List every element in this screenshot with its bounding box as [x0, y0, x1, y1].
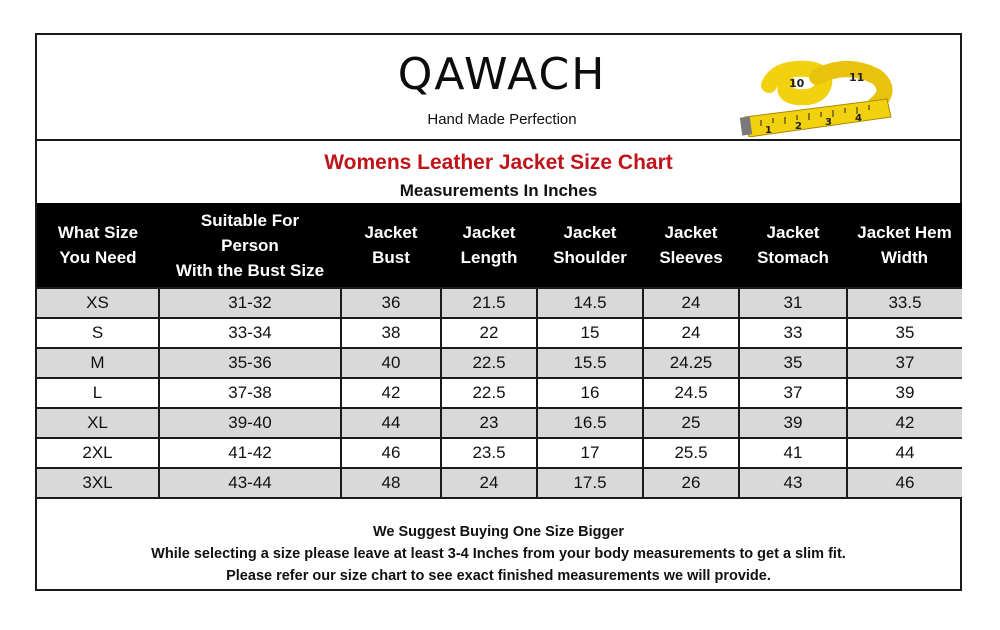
table-row: [37, 378, 962, 408]
table-cell: 24: [441, 468, 537, 498]
table-cell: 35: [739, 348, 847, 378]
column-header-line: Width: [880, 248, 929, 267]
table-row: [37, 288, 962, 318]
column-header: [739, 203, 847, 288]
table-cell: 15: [537, 318, 643, 348]
table-cell: 39: [847, 378, 962, 408]
column-header-line: Jacket: [462, 223, 516, 242]
tape-mark: 3: [825, 117, 832, 128]
table-cell: 33-34: [159, 318, 341, 348]
column-header-line: Jacket Bust: [364, 223, 418, 267]
measuring-tape-icon: [737, 47, 897, 137]
table-cell: 42: [847, 408, 962, 438]
table-cell: 17: [537, 438, 643, 468]
column-header: [643, 203, 739, 288]
table-cell: 24.25: [643, 348, 739, 378]
tape-mark: 11: [849, 71, 865, 84]
table-cell: 42: [341, 378, 441, 408]
table-cell: 44: [341, 408, 441, 438]
table-cell: XL: [37, 408, 159, 438]
column-header: [159, 203, 341, 288]
column-header-line: Sleeves: [659, 248, 723, 267]
column-header-line: Jacket Hem: [857, 223, 952, 242]
table-cell: 41: [739, 438, 847, 468]
table-cell: 16: [537, 378, 643, 408]
table-row: [37, 438, 962, 468]
column-header: [537, 203, 643, 288]
table-cell: 41-42: [159, 438, 341, 468]
table-cell: 43-44: [159, 468, 341, 498]
table-cell: 24: [643, 318, 739, 348]
column-header-line: Jacket: [766, 223, 820, 242]
table-cell: S: [37, 318, 159, 348]
table-cell: 3XL: [37, 468, 159, 498]
table-cell: 25: [643, 408, 739, 438]
column-header-line: Jacket: [664, 223, 718, 242]
table-cell: 48: [341, 468, 441, 498]
column-header: [37, 203, 159, 288]
tape-mark: 10: [789, 77, 805, 90]
table-cell: 31-32: [159, 288, 341, 318]
table-cell: 35-36: [159, 348, 341, 378]
brand-name: QAWACH: [397, 49, 607, 100]
table-cell: 37: [847, 348, 962, 378]
table-cell: 43: [739, 468, 847, 498]
table-cell: L: [37, 378, 159, 408]
table-row: [37, 408, 962, 438]
column-header-line: Jacket: [563, 223, 617, 242]
column-header-line: What Size: [57, 223, 139, 242]
table-row: [37, 318, 962, 348]
tape-mark: 4: [855, 113, 862, 124]
table-cell: 2XL: [37, 438, 159, 468]
column-header-line: Person: [221, 235, 279, 255]
table-cell: 31: [739, 288, 847, 318]
table-cell: 22.5: [441, 378, 537, 408]
brand-header: [37, 35, 960, 141]
table-cell: XS: [37, 288, 159, 318]
table-cell: 14.5: [537, 288, 643, 318]
column-header: [847, 203, 962, 288]
column-header-line: Shoulder: [553, 248, 627, 267]
table-cell: 24: [643, 288, 739, 318]
table-cell: 21.5: [441, 288, 537, 318]
table-cell: 46: [847, 468, 962, 498]
table-cell: 39: [739, 408, 847, 438]
table-cell: M: [37, 348, 159, 378]
table-cell: 22.5: [441, 348, 537, 378]
column-header-line: Suitable For: [200, 210, 300, 230]
table-body: [37, 288, 962, 498]
table-cell: 26: [643, 468, 739, 498]
chart-subtitle: Measurements In Inches: [399, 181, 598, 200]
table-cell: 23: [441, 408, 537, 438]
brand-tagline: Hand Made Perfection: [427, 111, 577, 128]
footer-notes: [37, 521, 960, 587]
table-cell: 40: [341, 348, 441, 378]
table-cell: 44: [847, 438, 962, 468]
table-cell: 16.5: [537, 408, 643, 438]
tape-mark: 1: [765, 125, 772, 136]
table-cell: 46: [341, 438, 441, 468]
table-cell: 15.5: [537, 348, 643, 378]
chart-title: Womens Leather Jacket Size Chart: [324, 151, 673, 174]
table-cell: 33: [739, 318, 847, 348]
table-cell: 22: [441, 318, 537, 348]
table-cell: 23.5: [441, 438, 537, 468]
table-cell: 33.5: [847, 288, 962, 318]
table-row: [37, 348, 962, 378]
table-cell: 17.5: [537, 468, 643, 498]
size-chart-card: [35, 33, 962, 591]
column-header-line: Length: [460, 248, 518, 267]
table-cell: 36: [341, 288, 441, 318]
column-header-line: You Need: [59, 248, 137, 267]
table-cell: 24.5: [643, 378, 739, 408]
table-cell: 35: [847, 318, 962, 348]
tape-mark: 2: [795, 121, 802, 132]
table-cell: 25.5: [643, 438, 739, 468]
column-header-line: Stomach: [757, 248, 829, 267]
size-table: [37, 203, 962, 499]
note-line: Please refer our size chart to see exact finished measurements we will provide.: [226, 568, 771, 584]
note-line: We Suggest Buying One Size Bigger: [372, 524, 625, 540]
column-header-line: With the Bust Size: [175, 260, 325, 280]
column-header: [341, 203, 441, 288]
table-row: [37, 468, 962, 498]
table-header-row: [37, 203, 962, 288]
chart-heading: [37, 141, 960, 203]
note-line: While selecting a size please leave at least 3-4 Inches from your body measurements to get a slim fit.: [151, 546, 846, 562]
table-cell: 37-38: [159, 378, 341, 408]
table-cell: 39-40: [159, 408, 341, 438]
table-cell: 38: [341, 318, 441, 348]
table-cell: 37: [739, 378, 847, 408]
column-header: [441, 203, 537, 288]
